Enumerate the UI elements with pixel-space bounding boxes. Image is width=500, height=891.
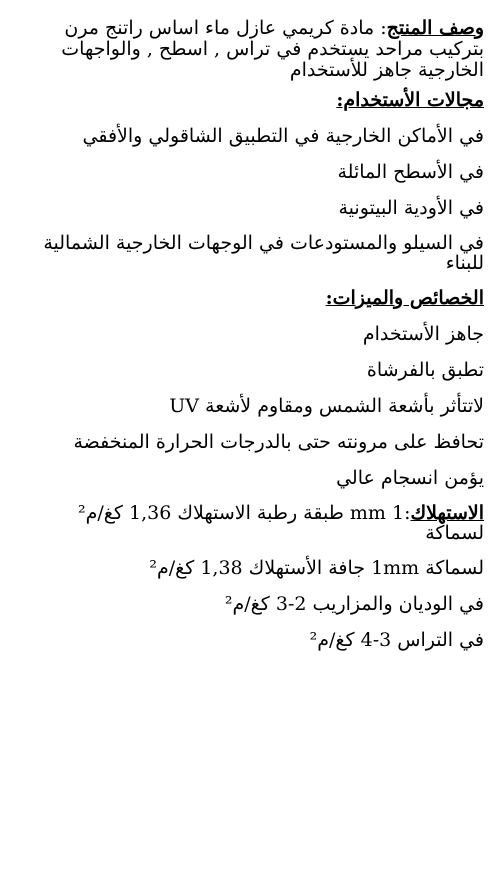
feature-item: جاهز الأستخدام	[362, 323, 484, 345]
consumption-item: لسماكة 1mm جافة الأستهلاك 1,38 كغ/م²	[149, 557, 484, 579]
application-item: في الأودية البيتونية	[338, 197, 484, 219]
description-label: وصف المنتج	[386, 17, 484, 39]
consumption-item: في التراس 3-4 كغ/م²	[309, 629, 484, 651]
feature-item: تطبق بالفرشاة	[366, 359, 484, 381]
consumption-first: :1 mm طبقة رطبة الاستهلاك 1,36 كغ/م² لسماكة	[78, 502, 484, 544]
features-heading: الخصائص والميزات:	[325, 287, 484, 309]
product-description	[14, 18, 484, 81]
feature-item: يؤمن انسجام عالي	[336, 467, 484, 489]
application-item: في الأماكن الخارجية في التطبيق الشاقولي والأفقي	[82, 125, 484, 147]
consumption-label: الاستهلاك	[410, 502, 484, 524]
applications-heading: مجالات الأستخدام:	[336, 89, 484, 111]
description-text: : مادة كريمي عازل ماء اساس راتنج مرن بتركيب مراحد يستخدم في تراس , اسطح , والواجهات الخارجية جاهز للأستخدام	[61, 17, 484, 81]
feature-item: تحافظ على مرونته حتى بالدرجات الحرارة المنخفضة	[73, 431, 484, 453]
application-item: في الأسطح المائلة	[337, 161, 484, 183]
consumption-line	[14, 503, 484, 543]
feature-item: لاتتأثر بأشعة الشمس ومقاوم لأشعة UV	[169, 395, 484, 417]
consumption-item: في الوديان والمزاريب 2-3 كغ/م²	[224, 593, 484, 615]
application-item: في السيلو والمستودعات في الوجهات الخارجية الشمالية للبناء	[43, 232, 484, 274]
